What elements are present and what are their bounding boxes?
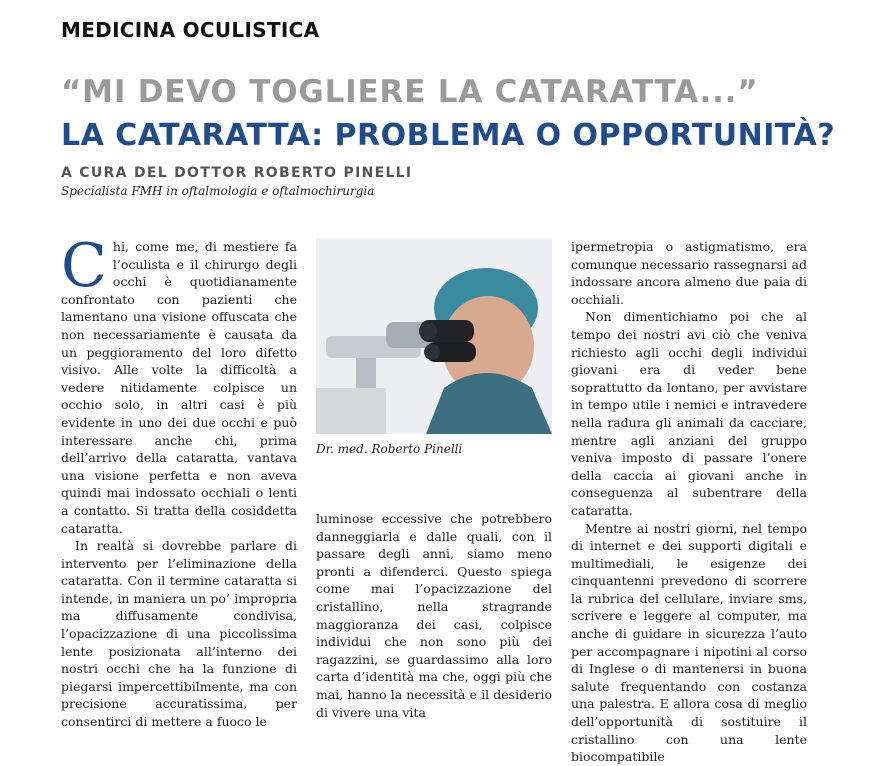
doctor-photo xyxy=(316,238,552,434)
article-paragraph: ipermetropia o astigmatismo, era comunque necessario rassegnarsi ad indossare ancora almeno due paia di occhiali. xyxy=(571,239,807,307)
article-paragraph: luminose eccessive che potrebbero danneggiarla e dalle quali, con il passare degli anni, siamo meno pronti a difenderci. Questo spiega come mai l’opacizzazione del cristallino, nella stragrande maggioranza dei casi, colpisce individui che non sono più dei ragazzini, se guardassimo alla loro carta d’identità ma che, oggi più che mai, hanno la necessità e il desiderio di vivere una vita xyxy=(316,511,552,720)
doctor-with-microscope-illustration xyxy=(316,238,552,434)
article-paragraph: Mentre ai nostri giorni, nel tempo di internet e dei supporti digitali e multimediali, le esigenze dei cinquantenni prevedono di scorrere la rubrica del cellulare, inviare sms, scrivere e leggere al computer, ma anche di guidare in sicurezza l’auto per accompagnare i nipotini al corso di Inglese o di mantenersi in buona salute frequentando con costanza una palestra. E allora cosa di meglio dell’opportunità di sostituire il cristallino con una lente biocompatibile xyxy=(571,520,807,765)
paragraph-text: hi, come me, di mestiere fa l’oculista e il chirurgo degli occhi è quotidianamente confrontato con pazienti che lamentano una visione offuscata che non necessariamente è causata da un peggioramento del loro difetto visivo. Alle volte la difficoltà a vedere nitidamente colpisce un occhio solo, in altri casi è più evidente in uno dei due occhi e può interessare anche chi, prima dell’arrivo della cataratta, vantava una visione perfetta e non aveva quindi mai indossato occhiali o lenti a contatto. Si tratta della cosiddetta cataratta. xyxy=(61,239,297,536)
article-paragraph: Non dimentichiamo poi che al tempo dei nostri avi ciò che veniva richiesto agli occhi degli individui giovani era di veder bene soprattutto da lontano, per avvistare in tempo utile i nemici e intravedere nella radura gli animali da cacciare, mentre agli anziani del gruppo veniva imposto di passare l’onere della caccia ai giovani anche in conseguenza al subentrare della cataratta. xyxy=(571,309,807,518)
title-quote: “MI DEVO TOGLIERE LA CATARATTA...” xyxy=(61,74,759,110)
article-paragraph: In realtà si dovrebbe parlare di intervento per l’eliminazione della cataratta. Con il termine cataratta si intende, in maniera un po’ impropria ma diffusamente condivisa, l’opacizzazione di una piccolissima lente posizionata all’interno dei nostri occhi che ha la funzione di piegarsi impercettibilmente, ma con precisione accuratissima, per consentirci di mettere a fuoco le xyxy=(61,538,297,730)
article-column-1 xyxy=(61,231,297,731)
article-paragraph xyxy=(61,231,297,537)
article-title: LA CATARATTA: PROBLEMA O OPPORTUNITÀ? xyxy=(61,118,836,153)
author-role: Specialista FMH in oftalmologia e oftalmochirurgia xyxy=(61,184,375,198)
article-column-3 xyxy=(571,238,807,766)
section-label: MEDICINA OCULISTICA xyxy=(61,18,320,42)
article-column-2 xyxy=(316,510,552,721)
photo-caption: Dr. med. Roberto Pinelli xyxy=(316,442,463,456)
author-byline: A CURA DEL DOTTOR ROBERTO PINELLI xyxy=(61,165,413,181)
drop-cap: C xyxy=(61,231,107,301)
